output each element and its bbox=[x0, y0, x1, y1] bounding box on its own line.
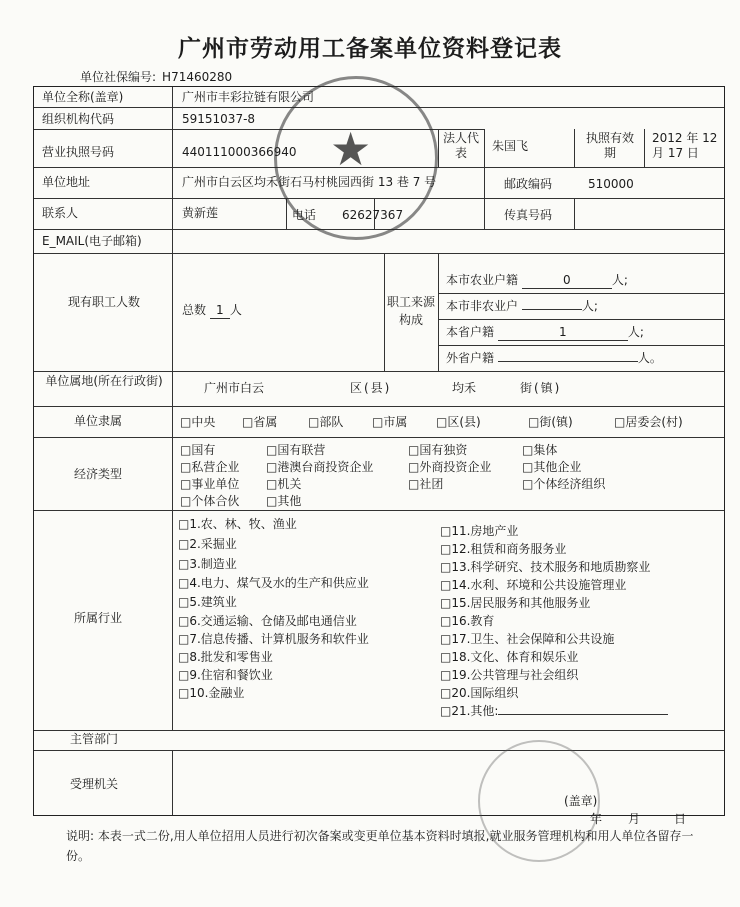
postal-code-label: 邮政编码 bbox=[504, 177, 553, 191]
industry-option[interactable]: □16.教育 bbox=[440, 614, 495, 628]
unit-name-value: 广州市丰彩拉链有限公司 bbox=[182, 90, 315, 104]
industry-option[interactable]: □15.居民服务和其他服务业 bbox=[440, 596, 591, 610]
economy-option[interactable]: □集体 bbox=[522, 443, 558, 457]
seal-text: (盖章) bbox=[564, 794, 598, 808]
supervisor-label: 主管部门 bbox=[70, 732, 119, 746]
legal-rep-label: 法人代表 bbox=[442, 131, 479, 160]
industry-option[interactable]: □20.国际组织 bbox=[440, 686, 519, 700]
economy-option[interactable]: □国有独资 bbox=[408, 443, 468, 457]
affiliation-option[interactable]: □省属 bbox=[242, 415, 278, 429]
contact-label: 联系人 bbox=[42, 206, 79, 220]
affiliation-option[interactable]: □居委会(村) bbox=[614, 415, 683, 429]
source-value bbox=[498, 361, 638, 362]
industry-option-other[interactable] bbox=[440, 704, 668, 719]
economy-option[interactable]: □其他企业 bbox=[522, 460, 582, 474]
staff-total-suffix: 人 bbox=[229, 303, 242, 317]
industry-option[interactable]: □1.农、林、牧、渔业 bbox=[178, 517, 297, 531]
affiliation-option[interactable]: □市属 bbox=[372, 415, 408, 429]
source-value: 1 bbox=[498, 325, 628, 341]
economy-option[interactable]: □机关 bbox=[266, 477, 302, 491]
source-label: 本市非农业户 bbox=[446, 299, 519, 313]
email-label: E_MAIL(电子邮箱) bbox=[42, 234, 142, 248]
license-expiry-value: 2012 年 12 月 17 日 bbox=[652, 131, 718, 160]
staff-source-row bbox=[446, 351, 662, 366]
source-label: 本市农业户籍 bbox=[446, 273, 519, 287]
source-suffix: 人; bbox=[581, 299, 598, 313]
industry-option[interactable]: □7.信息传播、计算机服务和软件业 bbox=[178, 632, 369, 646]
postal-code-value: 510000 bbox=[588, 177, 634, 191]
industry-option[interactable]: □13.科学研究、技术服务和地质勘察业 bbox=[440, 560, 651, 574]
industry-option[interactable]: □6.交通运输、仓储及邮电通信业 bbox=[178, 614, 357, 628]
legal-rep-value: 朱国飞 bbox=[492, 139, 529, 153]
staff-total-prefix: 总数 bbox=[182, 303, 207, 317]
contact-value: 黄新莲 bbox=[182, 206, 219, 220]
industry-option[interactable]: □17.卫生、社会保障和公共设施 bbox=[440, 632, 615, 646]
address-value: 广州市白云区均禾街石马村桃园西街 13 巷 7 号 bbox=[182, 175, 437, 189]
industry-option[interactable]: □18.文化、体育和娱乐业 bbox=[440, 650, 579, 664]
economy-option[interactable]: □国有联营 bbox=[266, 443, 326, 457]
address-label: 单位地址 bbox=[42, 175, 91, 189]
economy-option[interactable]: □社团 bbox=[408, 477, 444, 491]
economy-option[interactable]: □个体经济组织 bbox=[522, 477, 606, 491]
staff-source-row bbox=[446, 273, 628, 289]
affiliation-option[interactable]: □中央 bbox=[180, 415, 216, 429]
business-license-label: 营业执照号码 bbox=[42, 145, 115, 159]
industry-other-label: □21.其他: bbox=[440, 704, 499, 718]
source-label: 本省户籍 bbox=[446, 325, 495, 339]
staff-source-label: 职工来源构成 bbox=[386, 295, 435, 327]
fax-label: 传真号码 bbox=[504, 208, 553, 222]
affiliation-option[interactable]: □部队 bbox=[308, 415, 344, 429]
economy-option[interactable]: □港澳台商投资企业 bbox=[266, 460, 374, 474]
business-license-value: 440111000366940 bbox=[182, 145, 297, 159]
date-year: 年 bbox=[590, 812, 603, 826]
industry-option[interactable]: □14.水利、环境和公共设施管理业 bbox=[440, 578, 627, 592]
industry-option[interactable]: □9.住宿和餐饮业 bbox=[178, 668, 273, 682]
industry-other-blank[interactable] bbox=[498, 714, 668, 715]
staff-total-value: 1 bbox=[210, 303, 230, 319]
economy-option[interactable]: □事业单位 bbox=[180, 477, 240, 491]
location-street-suffix: 街(镇) bbox=[520, 381, 562, 395]
industry-option[interactable]: □11.房地产业 bbox=[440, 524, 519, 538]
form-title: 广州市劳动用工备案单位资料登记表 bbox=[178, 35, 562, 62]
industry-option[interactable]: □10.金融业 bbox=[178, 686, 245, 700]
industry-label: 所属行业 bbox=[74, 611, 123, 625]
location-city: 广州市白云 bbox=[204, 381, 265, 395]
industry-option[interactable]: □3.制造业 bbox=[178, 557, 237, 571]
location-label: 单位属地(所在行政街) bbox=[45, 374, 163, 388]
economy-label: 经济类型 bbox=[74, 467, 123, 481]
location-street: 均禾 bbox=[452, 381, 477, 395]
authority-label: 受理机关 bbox=[70, 777, 119, 791]
industry-option[interactable]: □8.批发和零售业 bbox=[178, 650, 273, 664]
economy-option[interactable]: □私营企业 bbox=[180, 460, 240, 474]
source-suffix: 人; bbox=[627, 325, 644, 339]
economy-option[interactable]: □其他 bbox=[266, 494, 302, 508]
staff-count-label: 现有职工人数 bbox=[67, 295, 140, 309]
unit-name-label: 单位全称(盖章) bbox=[42, 90, 124, 104]
source-value bbox=[522, 309, 582, 310]
serial-value: H71460280 bbox=[162, 70, 233, 84]
industry-option[interactable]: □19.公共管理与社会组织 bbox=[440, 668, 579, 682]
industry-option[interactable]: □2.采掘业 bbox=[178, 537, 237, 551]
footnote: 说明: 本表一式二份,用人单位招用人员进行初次备案或变更单位基本资料时填报,就业服务管理机构和用人单位各留存一份。 bbox=[66, 829, 694, 863]
phone-label: 电话 bbox=[292, 208, 317, 222]
date-month: 月 bbox=[628, 812, 641, 826]
affiliation-option[interactable]: □街(镇) bbox=[528, 415, 573, 429]
staff-source-row bbox=[446, 299, 598, 314]
industry-option[interactable]: □4.电力、煤气及水的生产和供应业 bbox=[178, 576, 369, 590]
source-suffix: 人; bbox=[611, 273, 628, 287]
staff-total bbox=[182, 303, 242, 319]
economy-option[interactable]: □国有 bbox=[180, 443, 216, 457]
economy-option[interactable]: □外商投资企业 bbox=[408, 460, 492, 474]
source-suffix: 人。 bbox=[637, 351, 662, 365]
location-district-suffix: 区(县) bbox=[350, 381, 392, 395]
economy-option[interactable]: □个体合伙 bbox=[180, 494, 240, 508]
source-value: 0 bbox=[522, 273, 612, 289]
affiliation-label: 单位隶属 bbox=[74, 414, 123, 428]
org-code-label: 组织机构代码 bbox=[42, 112, 115, 126]
seal-star-icon: ★ bbox=[330, 122, 372, 176]
license-expiry-label: 执照有效期 bbox=[585, 131, 634, 160]
affiliation-option[interactable]: □区(县) bbox=[436, 415, 481, 429]
industry-option[interactable]: □5.建筑业 bbox=[178, 595, 237, 609]
phone-value: 62627367 bbox=[342, 208, 404, 222]
source-label: 外省户籍 bbox=[446, 351, 495, 365]
serial-label: 单位社保编号: bbox=[80, 70, 157, 84]
org-code-value: 59151037-8 bbox=[182, 112, 256, 126]
industry-option[interactable]: □12.租赁和商务服务业 bbox=[440, 542, 567, 556]
serial-number bbox=[80, 68, 238, 85]
date-day: 日 bbox=[674, 812, 687, 826]
staff-source-row bbox=[446, 325, 644, 341]
